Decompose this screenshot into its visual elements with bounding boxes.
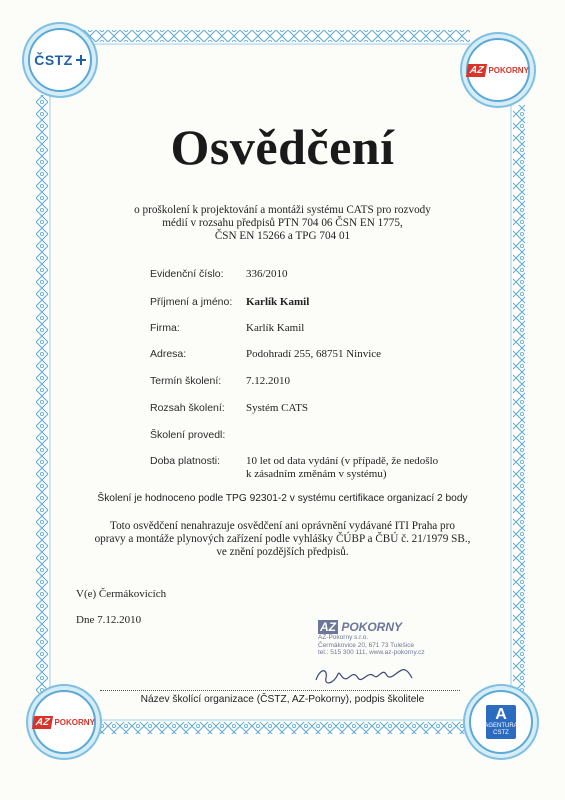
az-logo-mark: AZ — [466, 64, 488, 77]
intro-line: ČSN EN 15266 a TPG 704 01 — [214, 230, 351, 242]
cstz-cross-icon — [76, 55, 86, 65]
cstz-logo — [34, 52, 86, 68]
field-value: Podohradí 255, 68751 Ninvice — [246, 348, 382, 360]
assessment-text: Školení je hodnoceno podle TPG 92301-2 v systému certifikace organizací 2 body — [97, 493, 468, 504]
agentura-logo-text: AGENTURA — [484, 723, 518, 729]
agentura-logo-letter: A — [495, 706, 507, 723]
az-logo-mark-bottom: AZ — [32, 716, 54, 729]
field-value: 336/2010 — [246, 268, 288, 280]
field-label: Rozsah školení: — [150, 402, 225, 414]
issue-date: Dne 7.12.2010 — [76, 614, 142, 626]
field-label: Adresa: — [150, 348, 187, 360]
az-logo-name-bottom: POKORNY — [54, 717, 95, 727]
signature-line — [100, 690, 460, 692]
field-label: Firma: — [150, 322, 180, 334]
corner-bottom-right — [459, 680, 539, 760]
intro-text — [110, 204, 455, 243]
note-line: ve znění pozdějších předpisů. — [216, 546, 349, 558]
corner-top-left — [18, 18, 98, 98]
agentura-cstz-logo — [486, 705, 516, 739]
stamp-logo — [318, 620, 458, 634]
field-label: Doba platnosti: — [150, 455, 221, 467]
trainer-signature — [312, 660, 417, 690]
agentura-logo-sub: CSTZ — [493, 730, 509, 736]
issue-place: V(e) Čermákovicích — [76, 588, 167, 600]
field-value: 7.12.2010 — [246, 375, 290, 387]
field-label: Školení provedl: — [150, 429, 226, 441]
stamp-line: tel.: 515 300 111, www.az-pokorny.cz — [318, 649, 425, 656]
stamp-line: Čermákovice 20, 671 73 Tulešice — [318, 641, 415, 649]
field-value-line: k zásadním změnám v systému) — [246, 467, 387, 480]
field-value-line: 10 let od data vydání (v případě, že nedošlo — [246, 455, 439, 467]
stamp-logo-mark: AZ — [320, 620, 336, 634]
stamp-logo-name: POKORNY — [341, 620, 403, 634]
field-value: Karlík Kamil — [246, 322, 305, 334]
note-line: opravy a montáže plynových zařízení podle vyhlášky ČÚBP a ČBÚ č. 21/1979 SB., — [94, 533, 471, 545]
field-label: Termín školení: — [150, 375, 222, 387]
intro-line: médií v rozsahu předpisů PTN 704 06 ČSN EN 1775, — [162, 217, 403, 229]
az-logo-name: POKORNY — [488, 65, 529, 75]
field-value — [246, 455, 438, 480]
corner-top-right — [456, 28, 536, 108]
field-label: Evidenční číslo: — [150, 268, 224, 280]
note-text — [85, 520, 480, 559]
note-line: Toto osvědčení nenahrazuje osvědčení ani oprávnění vydávané ITI Praha pro — [110, 520, 455, 532]
intro-line: o proškolení k projektování a montáži systému CATS pro rozvody — [134, 204, 431, 216]
field-label: Příjmení a jméno: — [150, 296, 233, 308]
az-pokorny-logo — [467, 64, 529, 77]
field-value: Systém CATS — [246, 402, 309, 414]
footer-caption: Název školící organizace (ČSTZ, AZ-Pokorny), podpis školitele — [140, 694, 425, 705]
certificate-title: Osvědčení — [170, 119, 395, 175]
az-pokorny-logo-bottom — [33, 716, 95, 729]
corner-bottom-left — [22, 680, 102, 760]
cstz-logo-text: ČSTZ — [34, 52, 73, 68]
field-value: Karlík Kamil — [246, 296, 310, 308]
stamp-line: AZ-Pokorny s.r.o. — [318, 634, 369, 641]
